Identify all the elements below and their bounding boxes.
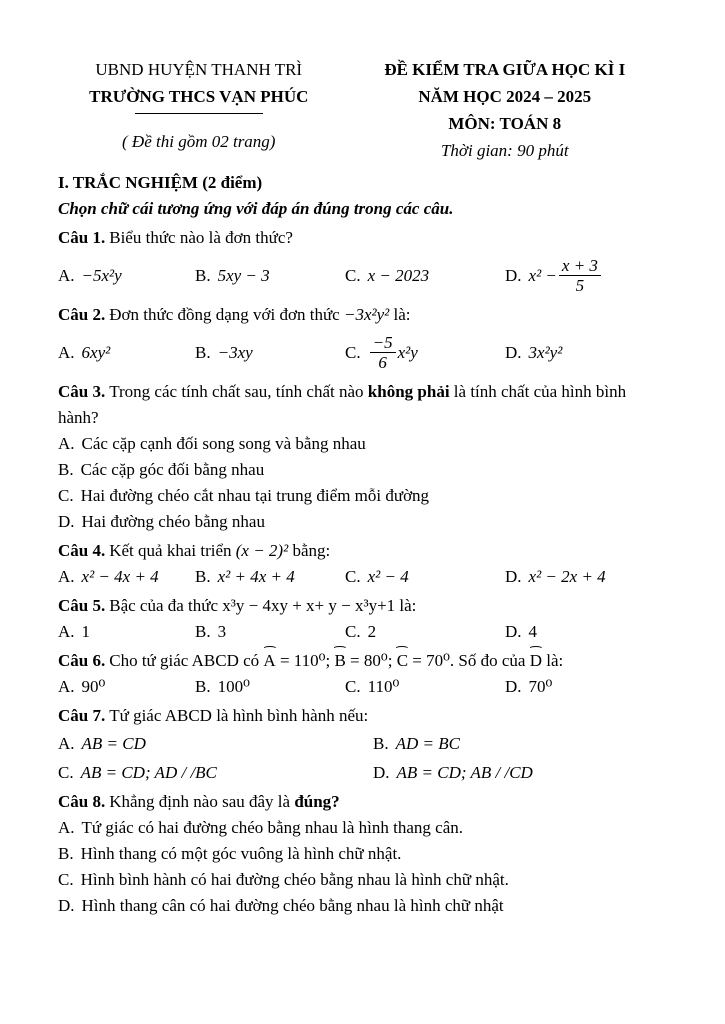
question-6-options [58,674,670,700]
question-7-options [58,730,670,786]
question-4-prompt-pre: Kết quả khai triển [109,541,236,560]
q2-option-b [195,340,345,366]
option-letter: B. [58,460,74,479]
header-left-block [58,56,340,164]
angle-B [332,639,348,674]
q6-option-c [345,674,505,700]
section-instruction: Chọn chữ cái tương ứng với đáp án đúng trong các câu. [58,199,454,218]
option-letter: A. [58,622,75,641]
question-1-prompt: Biểu thức nào là đơn thức? [109,228,293,247]
q2-option-c [345,333,505,373]
option-value: x − 2023 [367,266,430,285]
q4-option-b [195,564,345,590]
option-letter: B. [195,622,211,641]
angle-letter: C [396,651,409,670]
angle-C [395,639,410,674]
q3-option-c [58,483,670,509]
exam-title: ĐỀ KIỂM TRA GIỮA HỌC KÌ I [384,60,626,79]
question-5-options [58,619,670,645]
option-value: 3x²y² [528,343,563,362]
option-letter: C. [345,622,361,641]
q8-option-b [58,841,670,867]
option-value: AD = BC [395,734,460,753]
q8-option-d [58,893,670,919]
option-value: Hai đường chéo bằng nhau [81,512,265,531]
question-6-text [58,639,670,674]
option-value: Các cặp cạnh đối song song và bằng nhau [81,434,366,453]
option-value: 3 [217,622,227,641]
option-value-prefix: x² − [528,266,557,285]
q8-option-c [58,867,670,893]
question-4-label: Câu 4. [58,541,106,560]
widehat-icon: ⌢ [332,639,348,654]
question-6 [58,639,670,700]
q1-option-b [195,263,345,289]
option-letter: D. [505,343,522,362]
option-letter: C. [58,870,74,889]
question-3-prompt-post: là tính chất của hình bình hành? [58,382,627,427]
option-letter: C. [345,343,361,362]
option-letter: D. [373,763,390,782]
question-7-text [58,703,670,729]
option-letter: A. [58,434,75,453]
option-value: 4 [528,622,538,641]
school-name: TRƯỜNG THCS VẠN PHÚC [89,87,309,106]
fraction-numerator: −5 [372,333,393,352]
question-2-expression: −3x²y² [343,305,390,324]
pages-note: ( Đề thi gồm 02 trang) [122,132,276,151]
question-8 [58,789,670,919]
widehat-icon: ⌢ [528,639,544,654]
question-7 [58,703,670,786]
question-6-prompt-part: = 110⁰; [275,651,335,670]
option-letter: B. [373,734,389,753]
option-value: 90⁰ [81,677,106,696]
question-3 [58,379,670,535]
q4-option-d [505,564,670,590]
q1-option-a [58,263,195,289]
option-letter: A. [58,677,75,696]
option-value: 6xy² [81,343,111,362]
question-7-label: Câu 7. [58,706,106,725]
option-letter: D. [58,896,75,915]
question-6-prompt-part: = 80⁰; [345,651,397,670]
option-value: x² + 4x + 4 [217,567,295,586]
q1-option-d [505,256,670,296]
question-2-text [58,302,670,328]
option-letter: A. [58,567,75,586]
option-value: AB = CD; AB / /CD [396,763,533,782]
q7-option-c [58,759,373,786]
question-6-prompt-part: Cho tứ giác ABCD có [109,651,264,670]
question-4-text [58,538,670,564]
option-value: AB = CD [81,734,146,753]
q3-option-d [58,509,670,535]
question-4-prompt-post: bằng: [288,541,331,560]
q5-option-c [345,619,505,645]
q6-option-b [195,674,345,700]
question-4-expression: (x − 2)² [235,541,289,560]
question-6-prompt-part: = 70⁰. Số đo của [408,651,530,670]
option-letter: B. [195,677,211,696]
option-letter: D. [505,567,522,586]
section-heading: I. TRẮC NGHIỆM (2 điểm) [58,173,263,192]
question-2-options [58,330,670,376]
duration: Thời gian: 90 phút [440,141,569,160]
angle-letter: D [529,651,543,670]
option-value: Tứ giác có hai đường chéo bằng nhau là hình thang cân. [81,818,463,837]
header-right-block [340,56,670,164]
question-4 [58,538,670,590]
fraction [559,256,601,296]
q2-option-d [505,340,670,366]
option-value: Hai đường chéo cắt nhau tại trung điểm mỗi đường [80,486,430,505]
fraction-numerator: x + 3 [561,256,598,275]
q7-option-b [373,730,670,757]
q4-option-a [58,564,195,590]
option-letter: C. [345,677,361,696]
angle-letter: B [334,651,346,670]
option-value: 70⁰ [528,677,553,696]
option-letter: C. [58,486,74,505]
subject: MÔN: TOÁN 8 [448,114,562,133]
question-1-options [58,253,670,299]
option-value: AB = CD; AD / /BC [80,763,217,782]
option-letter: B. [58,844,74,863]
question-1-label: Câu 1. [58,228,106,247]
question-2-prompt-post: là: [389,305,411,324]
fraction-denominator: 5 [559,275,601,296]
option-letter: C. [58,763,74,782]
option-value: Hình bình hành có hai đường chéo bằng nhau là hình chữ nhật. [80,870,509,889]
question-5 [58,593,670,645]
question-6-prompt-part: là: [542,651,564,670]
option-letter: D. [505,266,522,285]
option-value: 110⁰ [367,677,400,696]
question-6-label: Câu 6. [58,651,106,670]
option-letter: A. [58,266,75,285]
option-value: Các cặp góc đối bằng nhau [80,460,265,479]
option-value: Hình thang có một góc vuông là hình chữ nhật. [80,844,402,863]
school-year: NĂM HỌC 2024 – 2025 [418,87,592,106]
fraction [370,333,396,373]
question-8-prompt-pre: Khẳng định nào sau đây là [109,792,295,811]
option-letter: D. [58,512,75,531]
option-letter: D. [505,677,522,696]
option-letter: C. [345,567,361,586]
q3-option-b [58,457,670,483]
header-divider-rule [135,113,263,114]
question-5-label: Câu 5. [58,596,106,615]
question-1-text [58,225,670,251]
q4-option-c [345,564,505,590]
option-value-suffix: x²y [397,343,418,362]
question-1 [58,225,670,299]
q7-option-a [58,730,373,757]
option-value: x² − 4 [367,567,409,586]
fraction-denominator: 6 [370,352,396,373]
question-5-prompt: Bậc của đa thức x³y − 4xy + x+ y − x³y+1 là: [109,596,417,615]
option-letter: C. [345,266,361,285]
option-value: 5xy − 3 [217,266,270,285]
exam-header [58,56,670,164]
option-value: 1 [81,622,91,641]
widehat-icon: ⌢ [395,639,410,654]
question-7-prompt: Tứ giác ABCD là hình bình hành nếu: [109,706,369,725]
q6-option-a [58,674,195,700]
option-value: Hình thang cân có hai đường chéo bằng nhau là hình chữ nhật [81,896,504,915]
question-3-text [58,379,670,431]
question-2-label: Câu 2. [58,305,106,324]
angle-letter: A [263,651,276,670]
q3-option-a [58,431,670,457]
q6-option-d [505,674,670,700]
option-letter: B. [195,266,211,285]
question-8-emphasis: đúng? [294,792,340,811]
option-value: x² − 4x + 4 [81,567,159,586]
option-letter: A. [58,818,75,837]
q5-option-a [58,619,195,645]
question-2-prompt-pre: Đơn thức đồng dạng với đơn thức [109,305,344,324]
option-letter: B. [195,343,211,362]
question-3-label: Câu 3. [58,382,106,401]
angle-A [262,639,277,674]
q7-option-d [373,759,670,786]
option-letter: D. [505,622,522,641]
q8-option-a [58,815,670,841]
angle-D [528,639,544,674]
org-name: UBND HUYỆN THANH TRÌ [95,60,303,79]
option-value: 100⁰ [217,677,250,696]
option-value: −5x²y [81,266,122,285]
option-letter: A. [58,734,75,753]
question-8-label: Câu 8. [58,792,106,811]
widehat-icon: ⌢ [262,639,277,654]
question-3-prompt-pre: Trong các tính chất sau, tính chất nào [109,382,368,401]
option-value: −3xy [217,343,253,362]
question-4-options [58,564,670,590]
question-2 [58,302,670,376]
question-3-emphasis: không phải [367,382,450,401]
q1-option-c [345,263,505,289]
question-5-text [58,593,670,619]
option-letter: B. [195,567,211,586]
option-value: x² − 2x + 4 [528,567,606,586]
option-letter: A. [58,343,75,362]
question-8-text [58,789,670,815]
option-value: 2 [367,622,377,641]
q2-option-a [58,340,195,366]
